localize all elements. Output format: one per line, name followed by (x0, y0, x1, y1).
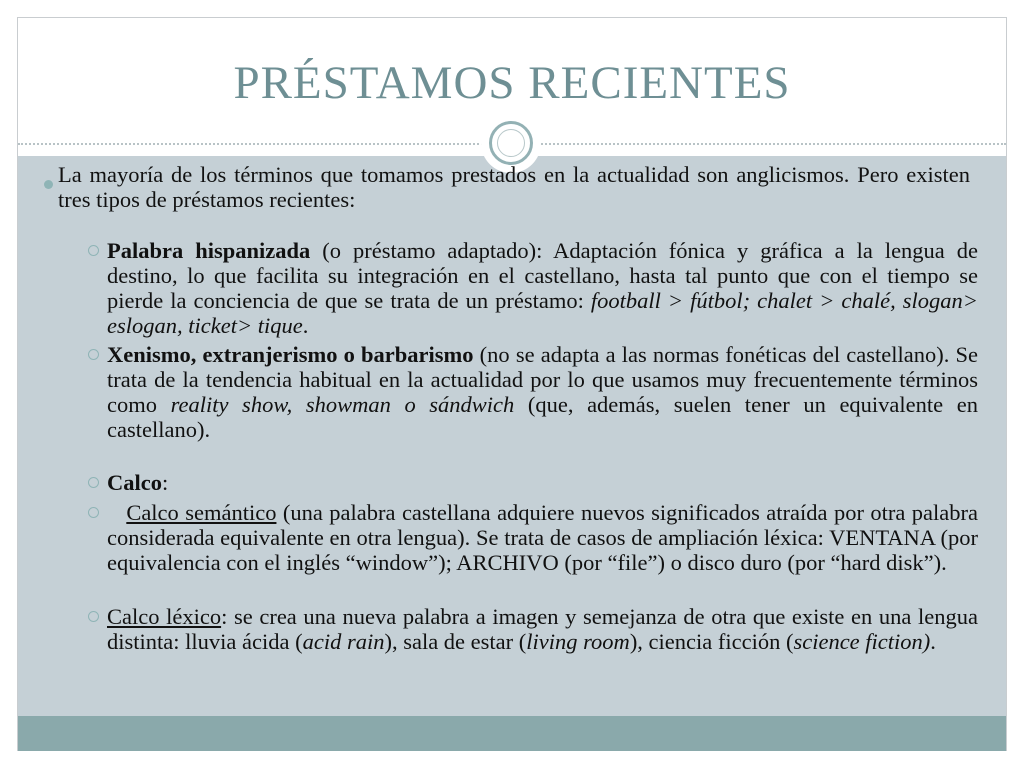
item-text: : (162, 470, 169, 495)
bullet-dot-icon (44, 180, 53, 189)
item-text: ), sala de estar ( (384, 629, 527, 654)
term: Calco léxico (107, 604, 222, 629)
item-text: ), ciencia ficción ( (629, 629, 794, 654)
example: acid rain (302, 629, 385, 654)
intro-paragraph: La mayoría de los términos que tomamos prestados en la actualidad son anglicismos. Pero existen tres tipos de préstamos recientes: (58, 162, 970, 212)
item-text: (o préstamo adaptado): Adaptación fónica y gráfica a la lengua de destino, lo que facilita su integración en el castellano, hasta tal punto que con el tiempo se pierde la conciencia de que se trata de un préstamo: (107, 238, 978, 313)
item-text-end: . (302, 313, 309, 338)
ring-inner-circle (497, 129, 525, 157)
list-item-text (107, 604, 978, 654)
ring-bullet-icon (88, 611, 99, 622)
term: Calco (107, 470, 162, 495)
examples: reality show, showman o sándwich (170, 392, 515, 417)
example: living room (526, 629, 630, 654)
list-item-text (107, 470, 978, 495)
term: Palabra hispanizada (107, 238, 311, 263)
ring-bullet-icon (88, 477, 99, 488)
ring-bullet-icon (88, 245, 99, 256)
term: Xenismo, extranjerismo o barbarismo (107, 342, 474, 367)
item-text: (una palabra castellana adquiere nuevos significados atraída por otra palabra considerada equivalente en otra lengua). Se trata de casos de ampliación léxica: VENTANA (por equivalencia con el inglés “window”); ARCHIVO (por “file”) o disco duro (por “hard disk”). (107, 500, 979, 575)
ring-bullet-icon (88, 349, 99, 360)
ring-bullet-icon (88, 507, 99, 518)
examples: football > fútbol; chalet > chalé, slogan> eslogan, ticket> tique (107, 288, 978, 338)
list-item-text (107, 500, 978, 575)
list-item-text (107, 238, 978, 338)
ring-inner (489, 121, 533, 165)
list-item-text (107, 342, 978, 442)
term: Calco semántico (126, 500, 277, 525)
item-text: (no se adapta a las normas fonéticas del castellano). Se trata de la tendencia habitual en la actualidad por lo que usamos muy frecuentemente términos como (107, 342, 978, 417)
item-text-end: (que, además, suelen tener un equivalente en castellano). (107, 392, 978, 442)
item-text-end: . (930, 629, 936, 654)
item-text: : se crea una nueva palabra a imagen y semejanza de otra que existe en una lengua distinta: lluvia ácida ( (107, 604, 978, 654)
footer-band (18, 716, 1006, 751)
lead-space (107, 500, 126, 525)
slide-title: PRÉSTAMOS RECIENTES (233, 57, 791, 109)
example: science fiction) (793, 629, 931, 654)
